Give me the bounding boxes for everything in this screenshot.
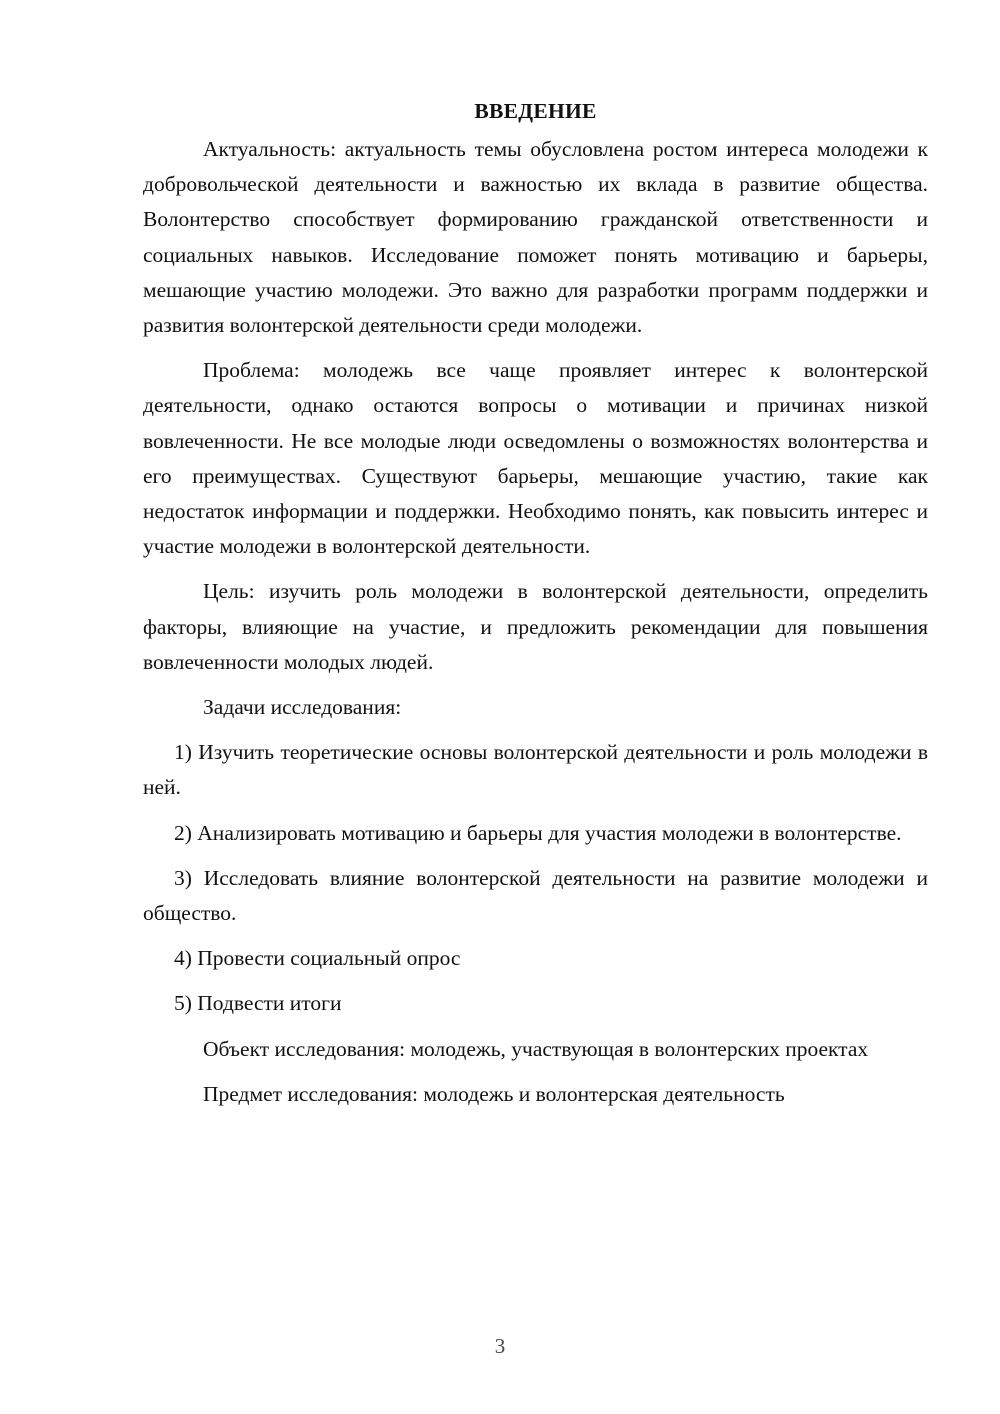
- page-title: ВВЕДЕНИЕ: [474, 99, 597, 123]
- document-page: [143, 94, 928, 1122]
- goal-paragraph: Цель: изучить роль молодежи в волонтерской деятельности, определить факторы, влияющие на участие, и предложить рекомендации для повышения вовлеченности молодых людей.: [143, 579, 928, 674]
- task-item: 1) Изучить теоретические основы волонтерской деятельности и роль молодежи в ней.: [143, 740, 928, 800]
- object-paragraph: Объект исследования: молодежь, участвующая в волонтерских проектах: [203, 1036, 869, 1061]
- task-item: 4) Провести социальный опрос: [174, 946, 461, 971]
- tasks-heading: Задачи исследования:: [203, 695, 402, 720]
- task-item: 5) Подвести итоги: [174, 991, 342, 1016]
- task-item: 2) Анализировать мотивацию и барьеры для участия молодежи в волонтерстве.: [174, 820, 902, 845]
- problem-paragraph: Проблема: молодежь все чаще проявляет интерес к волонтерской деятельности, однако остаются вопросы о мотивации и причинах низкой вовлеченности. Не все молодые люди осведомлены о возможностях волонтерства и его преимуществах. Существуют барьеры, мешающие участию, такие как недостаток информации и поддержки. Необходимо понять, как повысить интерес и участие молодежи в волонтерской деятельности.: [143, 358, 928, 559]
- task-item: 3) Исследовать влияние волонтерской деятельности на развитие молодежи и общество.: [143, 865, 928, 926]
- subject-paragraph: Предмет исследования: молодежь и волонтерская деятельность: [203, 1081, 785, 1106]
- relevance-paragraph: Актуальность: актуальность темы обусловлена ростом интереса молодежи к добровольческой деятельности и важностью их вклада в развитие общества. Волонтерство способствует формированию гражданской ответственности и социальных навыков. Исследование поможет понять мотивацию и барьеры, мешающие участию молодежи. Это важно для разработки программ поддержки и развития волонтерской деятельности среди молодежи.: [143, 137, 928, 338]
- page-number: 3: [494, 1334, 506, 1358]
